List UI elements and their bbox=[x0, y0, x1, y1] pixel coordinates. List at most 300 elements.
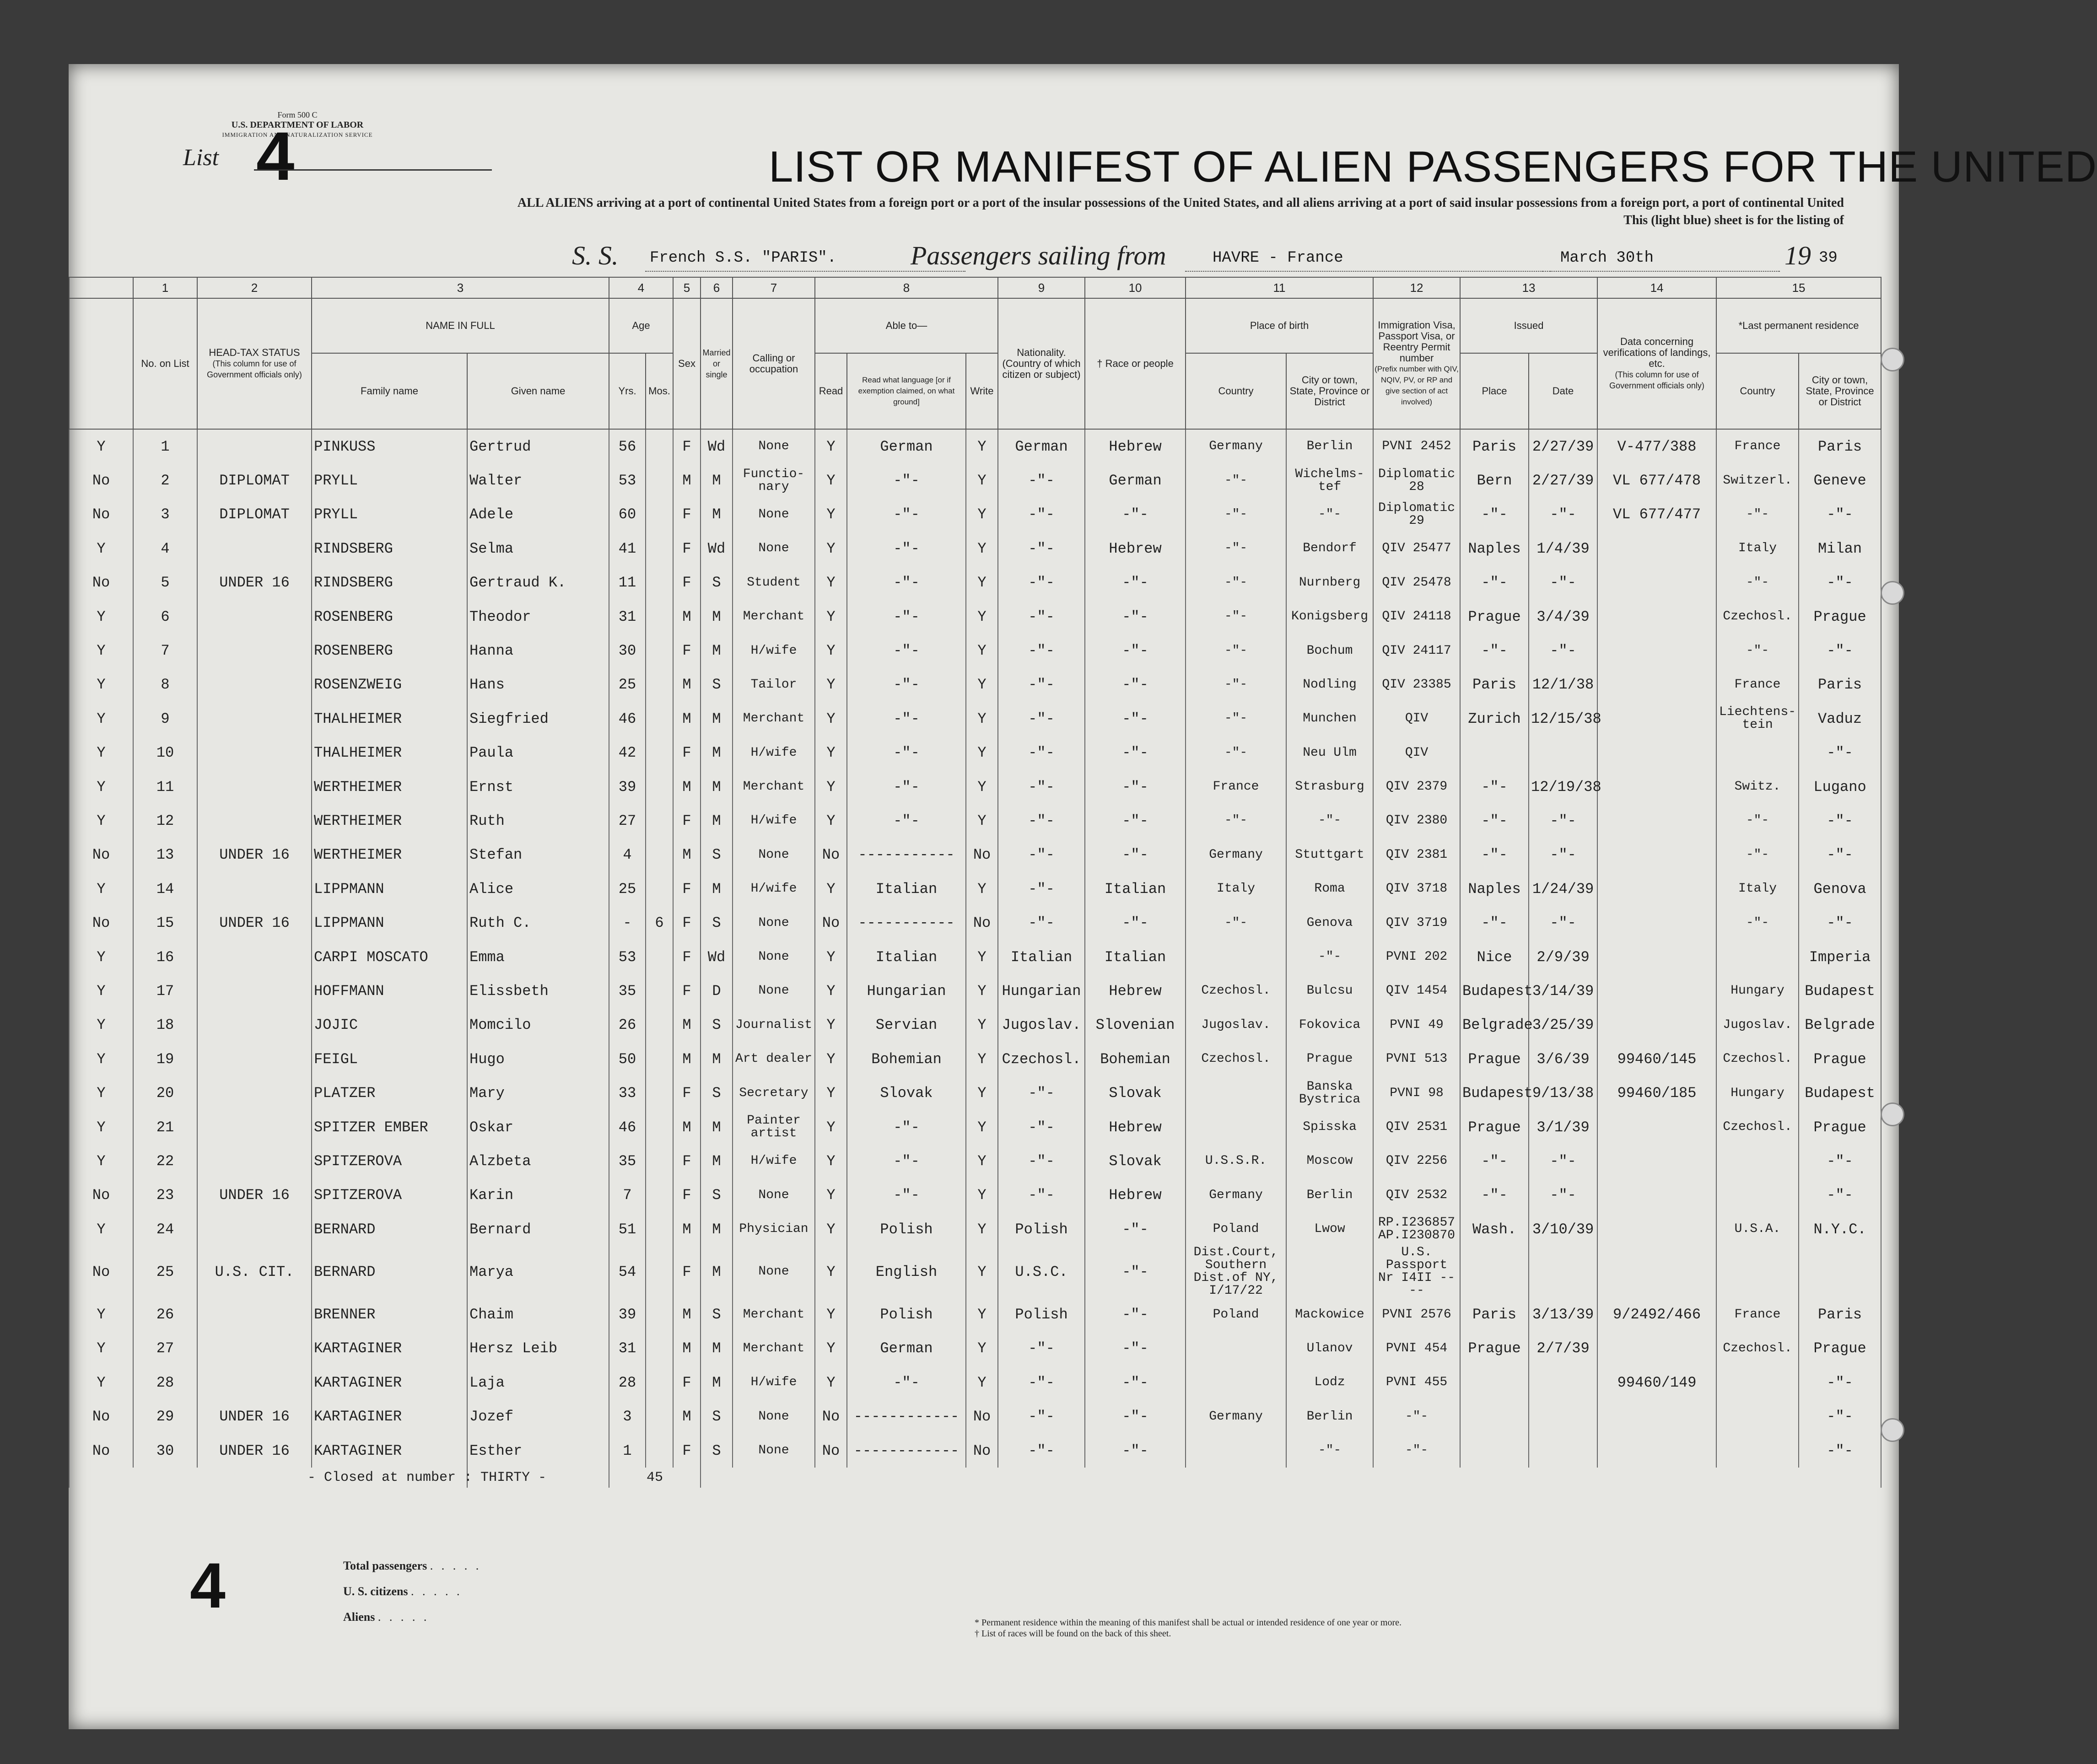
row-birth-country: -"- bbox=[1186, 532, 1286, 565]
header-sex: Sex bbox=[673, 298, 701, 429]
row-write: No bbox=[966, 1400, 998, 1434]
us-citizens-dots: . . . . . bbox=[411, 1585, 463, 1598]
row-residence-city: -"- bbox=[1799, 566, 1881, 600]
row-family-name: PINKUSS bbox=[312, 429, 467, 463]
head-tax-note: (This column for use of Government officials only) bbox=[207, 359, 302, 379]
row-family-name: BRENNER bbox=[312, 1297, 467, 1331]
row-family-name: KARTAGINER bbox=[312, 1332, 467, 1366]
row-occupation: None bbox=[733, 940, 815, 974]
row-issued-place: Paris bbox=[1460, 1297, 1529, 1331]
row-residence-country: Hungary bbox=[1716, 974, 1799, 1008]
row-sex: M bbox=[673, 1212, 701, 1246]
row-family-name: JOJIC bbox=[312, 1008, 467, 1042]
row-write: No bbox=[966, 1434, 998, 1468]
header-birth-country: Country bbox=[1186, 353, 1286, 429]
row-residence-country: Italy bbox=[1716, 532, 1799, 565]
row-number: 23 bbox=[133, 1178, 197, 1212]
row-read-language: -"- bbox=[847, 770, 966, 804]
row-write: Y bbox=[966, 1332, 998, 1366]
row-age-months bbox=[646, 974, 673, 1008]
row-birth-city: Neu Ulm bbox=[1286, 736, 1373, 770]
header-last-residence: *Last permanent residence bbox=[1716, 298, 1881, 353]
row-head-tax bbox=[197, 736, 312, 770]
row-birth-country: -"- bbox=[1186, 634, 1286, 667]
row-race: Slovak bbox=[1085, 1076, 1186, 1110]
row-residence-city: -"- bbox=[1799, 1144, 1881, 1178]
row-age-months bbox=[646, 1110, 673, 1144]
row-read-language: Italian bbox=[847, 872, 966, 906]
header-mark bbox=[69, 298, 133, 429]
row-mark: Y bbox=[69, 1212, 133, 1246]
row-nationality: -"- bbox=[998, 838, 1085, 872]
row-marital-status: M bbox=[701, 1144, 733, 1178]
row-verification: VL 677/478 bbox=[1597, 463, 1716, 497]
row-read-language: German bbox=[847, 429, 966, 463]
row-birth-country bbox=[1186, 1332, 1286, 1366]
row-age-months bbox=[646, 600, 673, 634]
row-mark: Y bbox=[69, 668, 133, 702]
row-read-language: -"- bbox=[847, 463, 966, 497]
header-visa bbox=[1373, 298, 1460, 429]
row-mark: No bbox=[69, 498, 133, 532]
row-occupation: Student bbox=[733, 566, 815, 600]
row-residence-city: Geneve bbox=[1799, 463, 1881, 497]
row-write: Y bbox=[966, 498, 998, 532]
manifest-sheet bbox=[69, 64, 2097, 1729]
row-issued-place: -"- bbox=[1460, 1144, 1529, 1178]
row-age-years: 39 bbox=[609, 770, 646, 804]
row-number: 2 bbox=[133, 463, 197, 497]
row-residence-city: Prague bbox=[1799, 600, 1881, 634]
table-row bbox=[69, 736, 1881, 770]
row-nationality: Polish bbox=[998, 1297, 1085, 1331]
row-number: 21 bbox=[133, 1110, 197, 1144]
row-family-name: ROSENZWEIG bbox=[312, 668, 467, 702]
row-verification bbox=[1597, 1434, 1716, 1468]
table-row bbox=[69, 906, 1881, 940]
row-race: Hebrew bbox=[1085, 974, 1186, 1008]
row-mark: No bbox=[69, 906, 133, 940]
row-birth-city: Moscow bbox=[1286, 1144, 1373, 1178]
row-issued-place: Naples bbox=[1460, 872, 1529, 906]
row-age-months bbox=[646, 634, 673, 667]
header-head-tax bbox=[197, 298, 312, 429]
row-head-tax bbox=[197, 1110, 312, 1144]
header-yrs: Yrs. bbox=[609, 353, 646, 429]
row-nationality: -"- bbox=[998, 634, 1085, 667]
row-marital-status: S bbox=[701, 906, 733, 940]
row-read: Y bbox=[815, 463, 847, 497]
row-age-months bbox=[646, 1212, 673, 1246]
table-row bbox=[69, 1332, 1881, 1366]
row-nationality: Jugoslav. bbox=[998, 1008, 1085, 1042]
row-birth-city: Stuttgart bbox=[1286, 838, 1373, 872]
row-read: Y bbox=[815, 1042, 847, 1076]
row-read: Y bbox=[815, 804, 847, 838]
row-visa: QIV 25478 bbox=[1373, 566, 1460, 600]
row-issued-place: -"- bbox=[1460, 838, 1529, 872]
row-residence-country: Czechosl. bbox=[1716, 600, 1799, 634]
col-number: 13 bbox=[1460, 277, 1597, 298]
row-visa: Diplomatic 28 bbox=[1373, 463, 1460, 497]
row-sex: F bbox=[673, 736, 701, 770]
row-birth-city: Mackowice bbox=[1286, 1297, 1373, 1331]
row-issued-date: -"- bbox=[1529, 1144, 1597, 1178]
row-nationality: Czechosl. bbox=[998, 1042, 1085, 1076]
row-residence-country: Switz. bbox=[1716, 770, 1799, 804]
row-write: Y bbox=[966, 1212, 998, 1246]
row-occupation: Merchant bbox=[733, 702, 815, 736]
row-age-years: 46 bbox=[609, 1110, 646, 1144]
header-read-language: Read what language [or if exemption claimed, on what ground] bbox=[847, 353, 966, 429]
row-number: 12 bbox=[133, 804, 197, 838]
row-sex: F bbox=[673, 1246, 701, 1297]
row-residence-city: Milan bbox=[1799, 532, 1881, 565]
row-birth-country: -"- bbox=[1186, 804, 1286, 838]
col-number: 8 bbox=[815, 277, 998, 298]
row-read-language: -"- bbox=[847, 532, 966, 565]
table-row bbox=[69, 532, 1881, 565]
row-race: -"- bbox=[1085, 906, 1186, 940]
head-tax-title: HEAD-TAX STATUS bbox=[209, 347, 300, 358]
row-issued-date bbox=[1529, 1366, 1597, 1399]
row-read-language: English bbox=[847, 1246, 966, 1297]
row-head-tax: UNDER 16 bbox=[197, 566, 312, 600]
row-write: Y bbox=[966, 974, 998, 1008]
col-number: 2 bbox=[197, 277, 312, 298]
aliens-label: Aliens bbox=[343, 1610, 375, 1624]
list-underline bbox=[254, 169, 492, 171]
row-number: 17 bbox=[133, 974, 197, 1008]
row-given-name: Hans bbox=[467, 668, 609, 702]
row-read: Y bbox=[815, 429, 847, 463]
col-number: 12 bbox=[1373, 277, 1460, 298]
row-given-name: Chaim bbox=[467, 1297, 609, 1331]
row-age-months bbox=[646, 1434, 673, 1468]
row-issued-date: 3/4/39 bbox=[1529, 600, 1597, 634]
row-occupation: Merchant bbox=[733, 770, 815, 804]
row-race: Hebrew bbox=[1085, 429, 1186, 463]
row-race: Hebrew bbox=[1085, 532, 1186, 565]
row-issued-place bbox=[1460, 1366, 1529, 1399]
row-occupation: None bbox=[733, 1178, 815, 1212]
row-age-months bbox=[646, 1366, 673, 1399]
col-number: 11 bbox=[1186, 277, 1373, 298]
binder-hole bbox=[1881, 1418, 1904, 1442]
row-residence-city: -"- bbox=[1799, 804, 1881, 838]
row-occupation: H/wife bbox=[733, 634, 815, 667]
row-sex: F bbox=[673, 498, 701, 532]
row-issued-place: -"- bbox=[1460, 906, 1529, 940]
row-issued-place: Prague bbox=[1460, 1332, 1529, 1366]
row-number: 10 bbox=[133, 736, 197, 770]
total-passengers-dots: . . . . . bbox=[430, 1559, 482, 1572]
row-age-years: 53 bbox=[609, 940, 646, 974]
row-given-name: Elissbeth bbox=[467, 974, 609, 1008]
row-issued-place: Prague bbox=[1460, 1110, 1529, 1144]
row-write: Y bbox=[966, 1076, 998, 1110]
row-issued-place: -"- bbox=[1460, 804, 1529, 838]
row-issued-date: 3/14/39 bbox=[1529, 974, 1597, 1008]
row-residence-country: -"- bbox=[1716, 838, 1799, 872]
row-number: 11 bbox=[133, 770, 197, 804]
row-read-language: -"- bbox=[847, 668, 966, 702]
table-row bbox=[69, 974, 1881, 1008]
row-residence-city: Prague bbox=[1799, 1332, 1881, 1366]
row-residence-country: France bbox=[1716, 1297, 1799, 1331]
row-given-name: Adele bbox=[467, 498, 609, 532]
row-read-language: -"- bbox=[847, 634, 966, 667]
row-marital-status: M bbox=[701, 770, 733, 804]
row-residence-country bbox=[1716, 736, 1799, 770]
row-write: Y bbox=[966, 1246, 998, 1297]
row-birth-city: Bochum bbox=[1286, 634, 1373, 667]
row-write: Y bbox=[966, 1297, 998, 1331]
table-row bbox=[69, 1042, 1881, 1076]
row-birth-city: Berlin bbox=[1286, 429, 1373, 463]
row-given-name: Ruth bbox=[467, 804, 609, 838]
passenger-rows bbox=[69, 429, 1881, 1468]
row-visa: QIV 2379 bbox=[1373, 770, 1460, 804]
row-visa: QIV 1454 bbox=[1373, 974, 1460, 1008]
row-head-tax: U.S. CIT. bbox=[197, 1246, 312, 1297]
table-row bbox=[69, 872, 1881, 906]
row-mark: Y bbox=[69, 770, 133, 804]
row-given-name: Esther bbox=[467, 1434, 609, 1468]
row-birth-country: -"- bbox=[1186, 702, 1286, 736]
row-residence-country: Liechtens-tein bbox=[1716, 702, 1799, 736]
row-head-tax: UNDER 16 bbox=[197, 1178, 312, 1212]
form-header bbox=[178, 110, 416, 140]
row-birth-city: Genova bbox=[1286, 906, 1373, 940]
row-family-name: KARTAGINER bbox=[312, 1434, 467, 1468]
table-row bbox=[69, 1434, 1881, 1468]
row-age-months bbox=[646, 1076, 673, 1110]
port-underline bbox=[1185, 271, 1551, 272]
row-age-months bbox=[646, 566, 673, 600]
row-number: 13 bbox=[133, 838, 197, 872]
row-age-months bbox=[646, 736, 673, 770]
row-age-months bbox=[646, 804, 673, 838]
row-residence-country: France bbox=[1716, 668, 1799, 702]
row-race: -"- bbox=[1085, 1400, 1186, 1434]
row-verification bbox=[1597, 566, 1716, 600]
row-age-months: 6 bbox=[646, 906, 673, 940]
row-issued-date: -"- bbox=[1529, 804, 1597, 838]
row-head-tax bbox=[197, 668, 312, 702]
row-nationality: -"- bbox=[998, 702, 1085, 736]
row-read: Y bbox=[815, 1110, 847, 1144]
row-mark: Y bbox=[69, 1008, 133, 1042]
row-mark: Y bbox=[69, 1144, 133, 1178]
visa-title: Immigration Visa, Passport Visa, or Reentry Permit number bbox=[1378, 319, 1456, 364]
row-given-name: Hugo bbox=[467, 1042, 609, 1076]
col-number: 1 bbox=[133, 277, 197, 298]
row-visa: PVNI 454 bbox=[1373, 1332, 1460, 1366]
row-visa: QIV 24118 bbox=[1373, 600, 1460, 634]
row-head-tax bbox=[197, 702, 312, 736]
row-marital-status: Wd bbox=[701, 940, 733, 974]
row-age-years: 42 bbox=[609, 736, 646, 770]
row-family-name: BERNARD bbox=[312, 1246, 467, 1297]
row-write: Y bbox=[966, 634, 998, 667]
row-age-years: 50 bbox=[609, 1042, 646, 1076]
row-visa: QIV 2256 bbox=[1373, 1144, 1460, 1178]
row-age-years: 25 bbox=[609, 668, 646, 702]
row-birth-city: Konigsberg bbox=[1286, 600, 1373, 634]
row-nationality: -"- bbox=[998, 566, 1085, 600]
table-row bbox=[69, 770, 1881, 804]
row-issued-place: -"- bbox=[1460, 634, 1529, 667]
row-read: Y bbox=[815, 974, 847, 1008]
row-mark: Y bbox=[69, 1042, 133, 1076]
row-mark: Y bbox=[69, 1297, 133, 1331]
row-nationality: -"- bbox=[998, 1434, 1085, 1468]
row-head-tax: UNDER 16 bbox=[197, 1434, 312, 1468]
row-occupation: Tailor bbox=[733, 668, 815, 702]
row-write: Y bbox=[966, 804, 998, 838]
row-sex: M bbox=[673, 1297, 701, 1331]
row-issued-place: Paris bbox=[1460, 429, 1529, 463]
row-head-tax bbox=[197, 872, 312, 906]
row-mark: Y bbox=[69, 429, 133, 463]
row-visa: RP.I236857 AP.I230870 bbox=[1373, 1212, 1460, 1246]
row-head-tax: UNDER 16 bbox=[197, 1400, 312, 1434]
row-family-name: KARTAGINER bbox=[312, 1366, 467, 1399]
row-nationality: -"- bbox=[998, 1400, 1085, 1434]
row-age-months bbox=[646, 1297, 673, 1331]
row-issued-date: 3/10/39 bbox=[1529, 1212, 1597, 1246]
row-nationality: U.S.C. bbox=[998, 1246, 1085, 1297]
row-write: Y bbox=[966, 940, 998, 974]
row-read: Y bbox=[815, 940, 847, 974]
row-write: Y bbox=[966, 1178, 998, 1212]
row-birth-city: Lwow bbox=[1286, 1212, 1373, 1246]
row-age-years: 11 bbox=[609, 566, 646, 600]
row-family-name: SPITZEROVA bbox=[312, 1178, 467, 1212]
row-issued-place: Wash. bbox=[1460, 1212, 1529, 1246]
header-verifications bbox=[1597, 298, 1716, 429]
row-visa: PVNI 513 bbox=[1373, 1042, 1460, 1076]
header-issued-place: Place bbox=[1460, 353, 1529, 429]
table-row bbox=[69, 600, 1881, 634]
row-read-language: -"- bbox=[847, 566, 966, 600]
row-birth-country: Poland bbox=[1186, 1297, 1286, 1331]
row-birth-country: France bbox=[1186, 770, 1286, 804]
row-verification bbox=[1597, 1178, 1716, 1212]
col-number: 5 bbox=[673, 277, 701, 298]
row-issued-date: 3/1/39 bbox=[1529, 1110, 1597, 1144]
row-sex: F bbox=[673, 872, 701, 906]
row-occupation: None bbox=[733, 498, 815, 532]
row-read-language: -"- bbox=[847, 1110, 966, 1144]
row-head-tax bbox=[197, 1297, 312, 1331]
row-residence-country: -"- bbox=[1716, 634, 1799, 667]
row-read: Y bbox=[815, 668, 847, 702]
row-number: 3 bbox=[133, 498, 197, 532]
row-given-name: Emma bbox=[467, 940, 609, 974]
sailing-date: March 30th bbox=[1560, 249, 1654, 267]
row-marital-status: S bbox=[701, 566, 733, 600]
row-sex: F bbox=[673, 974, 701, 1008]
row-occupation: Art dealer bbox=[733, 1042, 815, 1076]
row-verification bbox=[1597, 736, 1716, 770]
row-visa: U.S. Passport Nr I4II ---- bbox=[1373, 1246, 1460, 1297]
row-read: Y bbox=[815, 1144, 847, 1178]
row-sex: F bbox=[673, 804, 701, 838]
row-number: 28 bbox=[133, 1366, 197, 1399]
row-issued-date: -"- bbox=[1529, 1178, 1597, 1212]
header-read: Read bbox=[815, 353, 847, 429]
row-sex: F bbox=[673, 1366, 701, 1399]
row-residence-country bbox=[1716, 1400, 1799, 1434]
row-residence-city: Paris bbox=[1799, 668, 1881, 702]
row-age-years: 39 bbox=[609, 1297, 646, 1331]
row-occupation: H/wife bbox=[733, 1366, 815, 1399]
row-read: Y bbox=[815, 634, 847, 667]
row-mark: Y bbox=[69, 1076, 133, 1110]
row-visa: QIV 24117 bbox=[1373, 634, 1460, 667]
header-write: Write bbox=[966, 353, 998, 429]
table-row bbox=[69, 838, 1881, 872]
row-race: -"- bbox=[1085, 1332, 1186, 1366]
row-occupation: Journalist bbox=[733, 1008, 815, 1042]
row-residence-city: Paris bbox=[1799, 1297, 1881, 1331]
row-read-language: ------------ bbox=[847, 1400, 966, 1434]
row-race: Bohemian bbox=[1085, 1042, 1186, 1076]
row-marital-status: M bbox=[701, 872, 733, 906]
table-row bbox=[69, 1366, 1881, 1399]
row-read: Y bbox=[815, 770, 847, 804]
row-race: -"- bbox=[1085, 634, 1186, 667]
row-residence-country: Czechosl. bbox=[1716, 1332, 1799, 1366]
row-verification: 99460/149 bbox=[1597, 1366, 1716, 1399]
row-number: 22 bbox=[133, 1144, 197, 1178]
row-birth-city: Berlin bbox=[1286, 1178, 1373, 1212]
totals-block bbox=[343, 1553, 481, 1630]
row-family-name: THALHEIMER bbox=[312, 736, 467, 770]
row-number: 25 bbox=[133, 1246, 197, 1297]
row-family-name: BERNARD bbox=[312, 1212, 467, 1246]
row-residence-city: Belgrade bbox=[1799, 1008, 1881, 1042]
row-issued-date: 1/4/39 bbox=[1529, 532, 1597, 565]
row-verification bbox=[1597, 600, 1716, 634]
row-visa: QIV 25477 bbox=[1373, 532, 1460, 565]
row-given-name: Stefan bbox=[467, 838, 609, 872]
row-occupation: None bbox=[733, 974, 815, 1008]
row-sex: M bbox=[673, 1042, 701, 1076]
binder-hole bbox=[1881, 1102, 1904, 1126]
header-family-name: Family name bbox=[312, 353, 467, 429]
row-marital-status: M bbox=[701, 463, 733, 497]
row-marital-status: M bbox=[701, 1366, 733, 1399]
row-occupation: Merchant bbox=[733, 1297, 815, 1331]
header-age: Age bbox=[609, 298, 673, 353]
row-marital-status: S bbox=[701, 668, 733, 702]
row-marital-status: S bbox=[701, 1297, 733, 1331]
row-read: Y bbox=[815, 1076, 847, 1110]
row-nationality: -"- bbox=[998, 1110, 1085, 1144]
row-family-name: LIPPMANN bbox=[312, 906, 467, 940]
row-nationality: Hungarian bbox=[998, 974, 1085, 1008]
row-number: 14 bbox=[133, 872, 197, 906]
row-residence-city bbox=[1799, 1246, 1881, 1297]
row-head-tax: DIPLOMAT bbox=[197, 463, 312, 497]
row-number: 29 bbox=[133, 1400, 197, 1434]
row-head-tax: UNDER 16 bbox=[197, 906, 312, 940]
row-read-language: Hungarian bbox=[847, 974, 966, 1008]
row-family-name: HOFFMANN bbox=[312, 974, 467, 1008]
